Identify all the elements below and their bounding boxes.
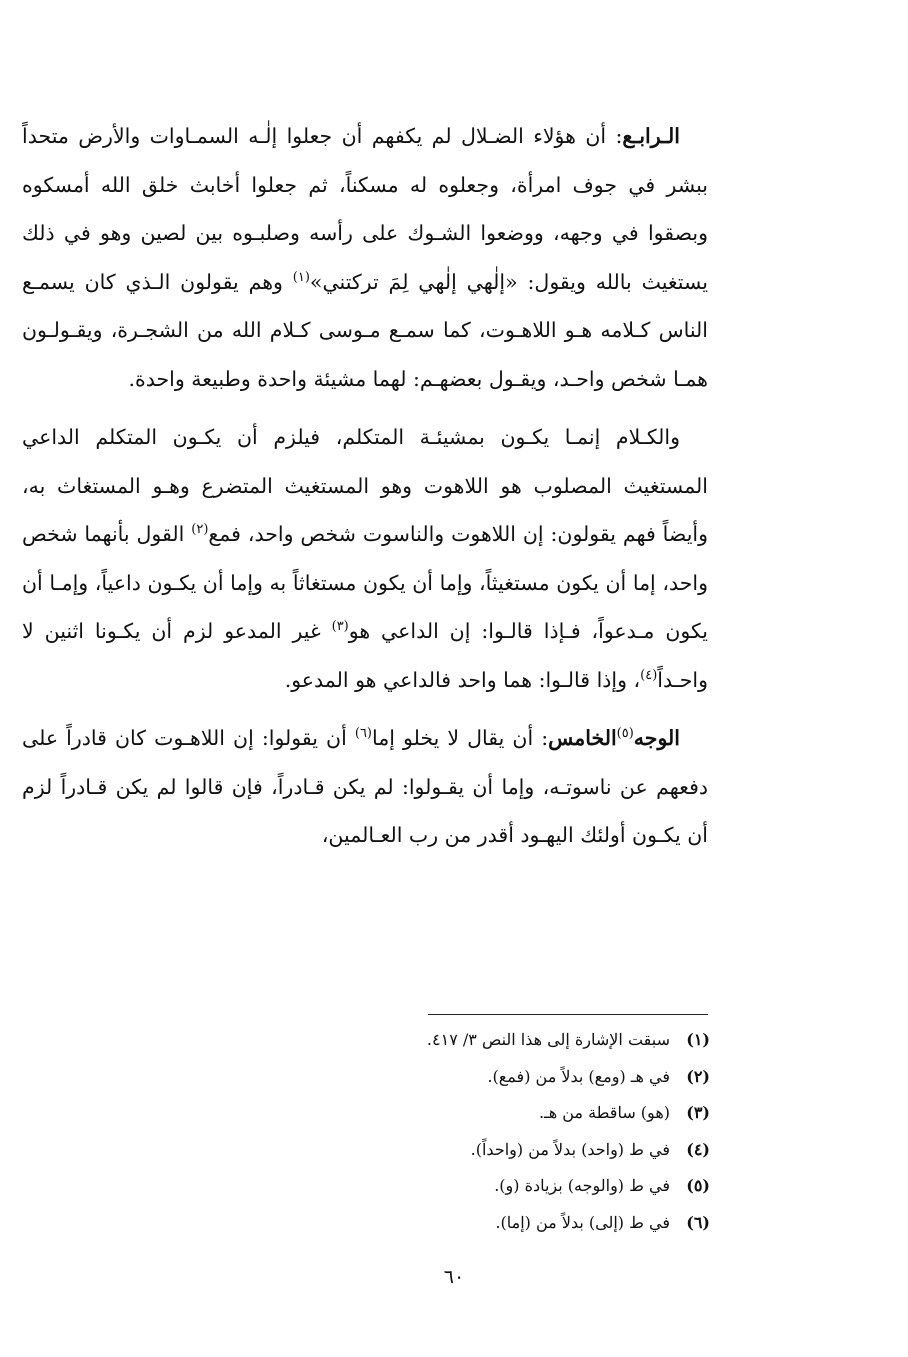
- footnote-item: [300, 1132, 710, 1169]
- footnote-text: في ط (والوجه) بزيادة (و).: [494, 1176, 670, 1195]
- footnote-text: في هـ (ومع) بدلاً من (فمع).: [487, 1066, 670, 1086]
- footnote-number: (٦): [686, 1212, 710, 1232]
- paragraph-text: ، وإذا قالـوا: هما واحد فالداعي هو المدعو.: [284, 667, 641, 692]
- paragraph-text: والكـلام إنمـا يكـون بمشيئـة المتكلم، فيلزم أن يكـون المتكلم الداعي المستغيث المصلوب هو اللاهوت وهو المستغيث المتضرع وهـو المستغاث به، وأيضاً فهم يقولون: إن اللاهوت والناسوت شخص واحد، فمع: [22, 425, 708, 546]
- paragraph-text: غير المدعو لزم أن يكـونا اثنين لا واحـداً: [22, 619, 708, 692]
- footnote-number: (٥): [686, 1176, 710, 1195]
- paragraph-heading: الوجه: [633, 726, 680, 750]
- footnote-separator: [428, 1014, 708, 1015]
- footnote-item: [300, 1022, 710, 1059]
- main-text: [22, 112, 708, 870]
- footnote-reference[interactable]: (٣): [331, 619, 349, 635]
- paragraph-heading: الـرابـع: [622, 124, 680, 148]
- footnote-number: (٤): [686, 1139, 710, 1159]
- footnote-number: (٣): [686, 1103, 710, 1122]
- footnote-number: (١): [686, 1030, 710, 1049]
- footnote-text: في ط (إلى) بدلاً من (إما).: [495, 1212, 670, 1232]
- footnote-number: (٢): [686, 1066, 710, 1086]
- footnote-item: [300, 1205, 710, 1242]
- footnote-reference[interactable]: (٦): [354, 726, 372, 742]
- footnote-reference[interactable]: (٥): [616, 726, 634, 742]
- paragraph-text: وهم يقولون الـذي كان يسمـع الناس كـلامه هـو اللاهـوت، كما سمـع مـوسى كـلام الله من الشجـرة، ويقـولـون همـا شخص واحـد، ويقـول بعضهـم: لهما مشيئة واحدة وطبيعة واحدة.: [22, 269, 708, 391]
- paragraph-speech: [22, 413, 708, 704]
- footnote-reference[interactable]: (٢): [191, 522, 209, 538]
- paragraph-heading-ordinal: الخامس: [548, 726, 617, 750]
- paragraph-text: : أن يقال لا يخلو إما: [372, 726, 549, 750]
- paragraph-fifth: [22, 714, 708, 860]
- paragraph-text: القول بأنهما شخص واحد، إما أن يكون مستغيثاً، وإما أن يكون مستغاثاً به وإما أن يكـون داعياً، وإمـا أن يكون مـدعواً، فـإذا قالـوا: إن الداعي هو: [22, 522, 708, 643]
- paragraph-fourth: [22, 112, 708, 403]
- footnote-reference[interactable]: (١): [292, 269, 310, 285]
- page-number: ٦٠: [443, 1266, 465, 1288]
- footnote-text: سبقت الإشارة إلى هذا النص ٣/ ٤١٧.: [426, 1030, 670, 1049]
- footnote-item: [300, 1059, 710, 1096]
- footnote-item: [300, 1168, 710, 1205]
- paragraph-text: أن يقولوا: إن اللاهـوت كان قادراً على دفعهم عن ناسوتـه، وإما أن يقـولوا: لم يكن قـادراً، فإن قالوا لم يكن قـادراً لزم أن يكـون أولئك اليهـود أقدر من رب العـالمين،: [22, 726, 708, 847]
- footnote-reference[interactable]: (٤): [640, 667, 658, 683]
- paragraph-text: : أن هؤلاء الضـلال لم يكفهم أن جعلوا إلٰـه السمـاوات والأرض متحداً ببشر في جوف امرأة، وجعلوه له مسكناً، ثم جعلوا أخابث خلق الله أمسكوه وبصقوا في وجهه، ووضعوا الشـوك على رأسه وصلبـوه بين لصين وهو في ذلك يستغيث بالله ويقول: «إلٰهي إلٰهي لِمَ تركتني»: [22, 124, 708, 294]
- footnote-text: في ط (واحد) بدلاً من (واحداً).: [470, 1139, 670, 1159]
- footnote-item: [300, 1095, 710, 1132]
- footnote-text: (هو) ساقطة من هـ.: [538, 1103, 670, 1122]
- footnotes-list: [300, 1022, 710, 1241]
